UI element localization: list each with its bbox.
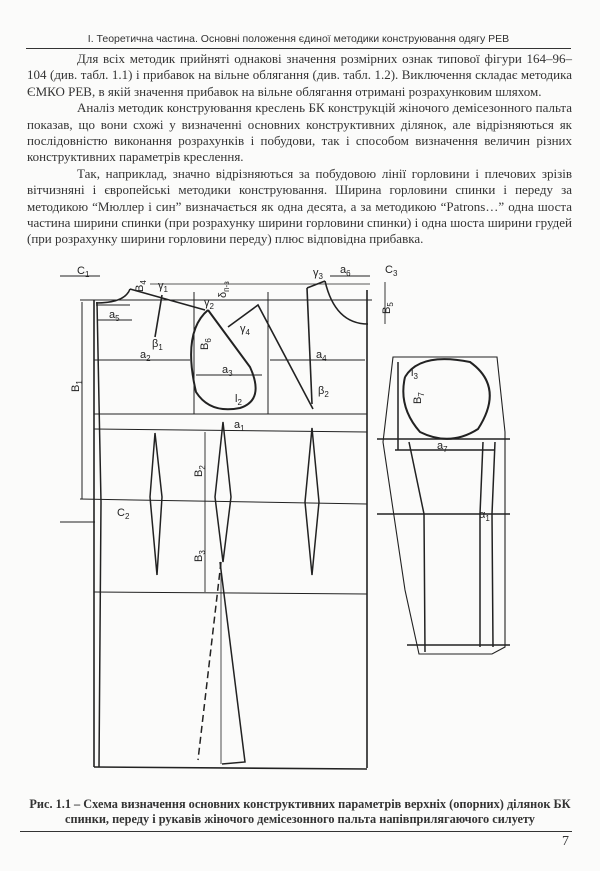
label-subscript: 2 (324, 390, 329, 399)
label-base: γ (204, 297, 210, 309)
shoulder-dart (228, 305, 313, 409)
label-base: α (479, 509, 486, 521)
label-base: a (222, 364, 229, 376)
label-subscript: 5 (386, 302, 395, 307)
label-base: β (152, 338, 159, 350)
label-subscript: 2 (237, 398, 242, 407)
dimension-label-l3 (411, 367, 418, 381)
dimension-label-c3 (385, 264, 398, 278)
dimension-label-a5 (109, 309, 120, 323)
dimension-label-b1 (70, 380, 84, 392)
dimension-label-g2 (204, 297, 215, 311)
dimension-label-g3 (313, 267, 324, 281)
label-subscript: 6 (346, 269, 351, 278)
label-base: l (235, 393, 238, 405)
darts (97, 302, 319, 767)
label-subscript: 1 (75, 380, 84, 385)
label-subscript: п-з (222, 281, 231, 292)
label-base: a (234, 419, 241, 431)
label-subscript: 3 (198, 550, 207, 555)
label-base: C (117, 507, 125, 519)
label-subscript: 2 (146, 354, 151, 363)
body-text (27, 51, 572, 248)
dimension-label-a2 (140, 349, 151, 363)
label-base: B (134, 284, 146, 292)
sleeve (377, 357, 510, 654)
label-base: B (381, 306, 393, 314)
dimension-label-g4 (240, 323, 251, 337)
dimension-label-c1 (77, 265, 90, 279)
dimension-label-c2 (117, 507, 130, 521)
armhole-curve (191, 310, 256, 409)
label-base: γ (240, 323, 246, 335)
label-base: a (340, 264, 347, 276)
label-subscript: 2 (198, 465, 207, 470)
dimension-label-g1 (158, 280, 169, 294)
caption-line: Рис. 1.1 – Схема визначення основних конструктивних параметрів верхніх (опорних) ділянок БК (29, 797, 571, 811)
dimension-label-a3 (222, 364, 233, 378)
label-subscript: 7 (417, 392, 426, 397)
label-subscript: 1 (485, 514, 490, 523)
label-base: C (385, 264, 393, 276)
label-subscript: 2 (209, 302, 214, 311)
paragraph: Так, наприклад, значно відрізняються за побудовою лінії горловини і плечових зрізів вітчизняні і європейські методики конструювання. Ширина горловини спинки і переду за методикою “Мюллер і син” визначається як одна десята, а за методикою “Patrons…” одна шоста частина ширини спинки (при розрахунку ширини горловини спинки) і одна шоста ширини грудей (при розрахунку ширини горловини переду) плюс відповідна прибавка. (27, 165, 572, 247)
label-base: C (77, 265, 85, 277)
dimension-label-a4 (316, 349, 327, 363)
label-subscript: 1 (163, 285, 168, 294)
dimension-label-a6 (340, 264, 351, 278)
label-base: l (411, 367, 414, 379)
dimension-label-a1 (234, 419, 245, 433)
diagram-labels (70, 264, 490, 562)
footer-divider (20, 831, 572, 832)
label-base: B (412, 396, 424, 404)
label-base: a (316, 349, 323, 361)
dimension-label-b2 (193, 465, 207, 477)
running-header: I. Теоретична частина. Основні положення єдиної методики конструювання одягу РЕВ (87, 33, 510, 45)
label-base: B (199, 342, 211, 350)
dimension-label-b6 (199, 338, 213, 350)
dimension-label-b7 (412, 392, 426, 404)
label-subscript: 3 (413, 372, 418, 381)
label-subscript: 1 (158, 343, 163, 352)
dimension-label-a7 (437, 440, 448, 454)
dimension-arrows (60, 276, 385, 592)
label-base: a (140, 349, 147, 361)
label-subscript: 3 (318, 272, 323, 281)
label-subscript: 3 (392, 269, 398, 278)
header-divider (26, 48, 571, 49)
label-base: β (318, 385, 325, 397)
label-base: a (109, 309, 116, 321)
page-number: 7 (562, 834, 569, 849)
bodice-grid (80, 284, 372, 769)
pattern-diagram (0, 252, 600, 782)
dimension-label-l2 (235, 393, 242, 407)
label-base: B (193, 554, 205, 562)
label-subscript: 3 (228, 369, 233, 378)
label-base: a (437, 440, 444, 452)
label-subscript: 6 (204, 338, 213, 343)
dimension-label-al1 (479, 509, 490, 523)
dimension-label-b3 (193, 550, 207, 562)
label-subscript: 1 (240, 424, 245, 433)
label-subscript: 5 (115, 314, 120, 323)
label-base: δ (217, 291, 229, 298)
label-subscript: 2 (124, 512, 130, 521)
caption-line: спинки, переду і рукавів жіночого демісезонного пальта напівприлягаючого силуету (65, 812, 535, 826)
paragraph: Аналіз методик конструювання креслень БК конструкцій жіночого демісезонного пальта показав, що вони схожі у визначенні основних конструктивних ділянок, але відрізняються як послідовністю виконання розрахунків і побудови, так і способом визначення величин різних конструктивних параметрів креслення. (27, 100, 572, 165)
label-base: γ (158, 280, 164, 292)
label-subscript: 1 (84, 270, 90, 279)
label-base: B (70, 384, 82, 392)
label-subscript: 4 (322, 354, 327, 363)
dimension-label-be1 (152, 338, 163, 352)
label-subscript: 7 (443, 445, 448, 454)
label-base: γ (313, 267, 319, 279)
figure-caption (20, 797, 580, 827)
label-subscript: 4 (139, 280, 148, 285)
label-subscript: 4 (245, 328, 250, 337)
dimension-label-b5 (381, 302, 395, 314)
dimension-label-dt (217, 281, 231, 298)
paragraph: Для всіх методик прийняті однакові значення розмірних ознак типової фігури 164–96–104 (див. табл. 1.1) і прибавок на вільне облягання (див. табл. 1.2). Виключення складає методика ЄМКО РЕВ, в якій значення прибавок на вільне облягання отримані розрахунковим шляхом. (27, 51, 572, 99)
dimension-label-be2 (318, 385, 329, 399)
dimension-label-b4 (134, 280, 148, 292)
label-base: B (193, 469, 205, 477)
